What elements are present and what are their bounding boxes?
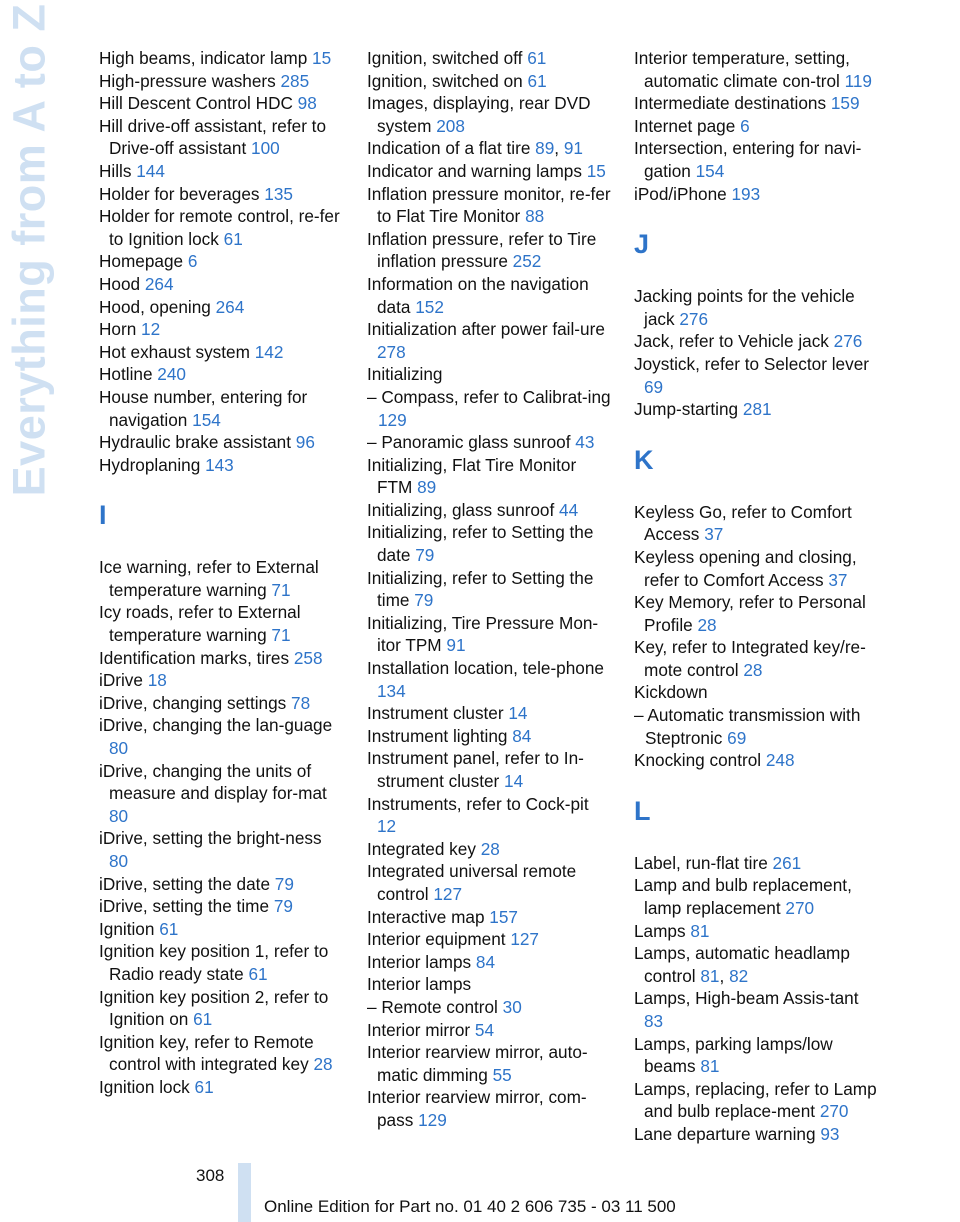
section-letter-heading: K (634, 444, 654, 475)
page-reference-link[interactable]: 159 (830, 93, 860, 114)
page-reference-link[interactable]: 135 (264, 183, 293, 204)
index-entry (99, 250, 344, 273)
entry-term: iPod/iPhone (634, 183, 732, 204)
page-reference-link[interactable]: 154 (192, 409, 221, 430)
index-entry (634, 636, 879, 681)
page-reference-link[interactable]: 71 (271, 579, 291, 600)
section-letter-heading: L (634, 795, 651, 826)
index-entry (99, 918, 344, 941)
index-entry (99, 205, 344, 250)
page-reference-link[interactable]: 152 (415, 296, 444, 317)
page-reference-link[interactable]: 91 (563, 138, 583, 159)
page-reference-link[interactable]: 61 (159, 918, 179, 939)
index-entry (367, 838, 612, 861)
entry-term: iDrive, changing the units of measure and display for-mat (99, 760, 327, 804)
entry-term: Jump-starting (634, 399, 743, 420)
page-reference-link[interactable]: 264 (215, 296, 245, 317)
entry-term: Horn (99, 319, 142, 340)
entry-term: Interior temperature, setting, automatic climate con-trol (634, 48, 850, 91)
page-reference-link[interactable]: 83 (644, 1011, 664, 1031)
page-reference-link[interactable]: 18 (147, 670, 167, 691)
entry-term: Icy roads, refer to External temperature warning (99, 602, 301, 646)
entry-term: Interior lamps (367, 974, 472, 995)
index-entry (634, 398, 879, 421)
page-reference-link[interactable]: 270 (785, 898, 815, 919)
entry-term: – Automatic transmission with Steptronic (634, 705, 861, 748)
entry-term: Keyless opening and closing, refer to Comfort Access (634, 546, 857, 590)
page-reference-link[interactable]: 78 (291, 692, 311, 713)
page-reference-link[interactable]: 89 (535, 138, 555, 159)
footer-edition-text: Online Edition for Part no. 01 40 2 606 735 - 03 11 500 (264, 1197, 676, 1216)
page-reference-link[interactable]: 281 (742, 399, 772, 420)
page-number: 308 (196, 1166, 225, 1185)
index-entry (634, 115, 879, 138)
index-entry: Lamps, automatic headlamp control 81, 82 (634, 943, 850, 986)
entry-term: Installation location, tele-phone (367, 658, 604, 679)
page-reference-link[interactable]: 80 (109, 805, 129, 826)
entry-term: Lamp and bulb replacement, lamp replacement (634, 875, 852, 919)
entry-term: Integrated key (367, 838, 481, 859)
index-entry (99, 760, 344, 828)
entry-term: Ignition, switched on (367, 70, 528, 91)
index-entry (367, 363, 612, 386)
page-reference-link[interactable]: 84 (475, 951, 496, 972)
index-entry (99, 601, 344, 646)
index-entry (99, 318, 344, 341)
page-reference-link[interactable]: 93 (820, 1123, 840, 1144)
index-entry (634, 47, 879, 92)
entry-term: Initializing, refer to Setting the date (367, 522, 594, 566)
index-entry (99, 454, 344, 477)
index-entry (367, 318, 612, 363)
entry-term: Interior rearview mirror, auto-matic dimming (367, 1042, 588, 1085)
index-entry (99, 895, 344, 918)
entry-term: iDrive, changing the lan-guage (99, 715, 333, 736)
index-entry (99, 341, 344, 364)
index-column-1 (99, 47, 344, 1099)
index-entry (367, 793, 612, 838)
page-reference-link[interactable]: 276 (679, 308, 709, 329)
entry-term: Hot exhaust system (99, 341, 255, 362)
index-entry (634, 681, 879, 704)
entry-term: Ice warning, refer to External temperature warning (99, 557, 319, 600)
entry-term: Homepage (99, 251, 188, 272)
page-reference-link[interactable]: 30 (502, 996, 522, 1017)
entry-term: Lane departure warning (634, 1123, 821, 1144)
entry-term: iDrive, setting the time (99, 896, 274, 917)
entry-term: Identification marks, tires (99, 647, 294, 668)
entry-term: Internet page (634, 115, 741, 136)
index-entry (367, 521, 612, 566)
entry-term: Ignition (99, 918, 160, 939)
page-reference-link[interactable]: 37 (704, 524, 724, 545)
index-entry (367, 183, 612, 228)
entry-term: Keyless Go, refer to Comfort Access (634, 501, 852, 545)
page-reference-link[interactable]: 6 (740, 115, 750, 136)
entry-term: Hill Descent Control HDC (99, 93, 298, 114)
entry-term: Indication of a flat tire (367, 138, 536, 159)
entry-term: Lamps, automatic headlamp control (634, 943, 850, 986)
index-entry (367, 906, 612, 929)
index-entry (367, 499, 612, 522)
entry-term: Label, run-flat tire (634, 852, 773, 873)
index-entry (99, 827, 344, 872)
page-reference-link[interactable]: 81 (700, 1056, 720, 1077)
index-entry (634, 137, 879, 182)
index-entry (634, 546, 879, 591)
index-entry (367, 70, 612, 93)
index-entry (634, 92, 879, 115)
footer-accent-bar (238, 1163, 251, 1222)
index-entry (367, 725, 612, 748)
entry-term: Lamps, parking lamps/low beams (634, 1033, 833, 1077)
entry-term: Lamps, High-beam Assis-tant (634, 988, 859, 1009)
entry-term: High beams, indicator lamp (99, 48, 313, 68)
section-letter-heading: I (99, 500, 107, 531)
page-reference-link[interactable]: 61 (248, 963, 268, 984)
page-reference-link[interactable]: 15 (586, 160, 606, 181)
section-letter-heading: J (634, 229, 650, 260)
index-entry (634, 591, 879, 636)
page-reference-link[interactable]: 252 (512, 251, 542, 272)
page-reference-link[interactable]: 69 (644, 376, 664, 397)
page-reference-link[interactable]: 28 (313, 1054, 333, 1075)
index-entry (634, 501, 879, 546)
page-reference-link[interactable]: 80 (109, 738, 129, 759)
index-entry (99, 183, 344, 206)
entry-term: Initializing, Tire Pressure Mon-itor TPM (367, 612, 599, 656)
index-subentry (634, 704, 879, 749)
page-reference-link[interactable]: 144 (136, 160, 165, 181)
entry-term: Interior lamps (367, 951, 476, 972)
entry-term: Information on the navigation data (367, 273, 589, 317)
side-section-title-text: Everything from A to Z (3, 3, 54, 497)
entry-term: House number, entering for navigation (99, 386, 308, 430)
index-entry (367, 747, 612, 792)
page-reference-link[interactable]: 69 (727, 727, 747, 748)
page-reference-link[interactable]: 127 (510, 929, 539, 950)
entry-term: Initialization after power fail-ure (367, 319, 605, 340)
index-entry (367, 702, 612, 725)
index-entry (99, 986, 344, 1031)
page-reference-link[interactable]: 264 (144, 273, 174, 294)
page-reference-link[interactable]: 154 (695, 160, 725, 181)
index-entry (634, 987, 879, 1032)
index-entry (634, 1123, 879, 1146)
index-entry (99, 669, 344, 692)
entry-term: – Compass, refer to Calibrat-ing (367, 386, 611, 407)
index-subentry (367, 996, 612, 1019)
index-entry (99, 1031, 344, 1076)
page-reference-link[interactable]: 37 (828, 569, 848, 590)
entry-term: Ignition, switched off (367, 48, 528, 68)
entry-term: iDrive, setting the date (99, 873, 275, 894)
index-entry (99, 273, 344, 296)
page-reference-link[interactable]: 129 (418, 1109, 447, 1130)
index-entry (367, 228, 612, 273)
index-entry (99, 296, 344, 319)
entry-term: Hood (99, 273, 145, 294)
page-reference-link[interactable]: 79 (273, 896, 293, 917)
entry-term: Holder for remote control, re-fer to Ignition lock (99, 206, 340, 249)
index-entry (367, 657, 612, 702)
entry-term: Jack, refer to Vehicle jack (634, 331, 834, 352)
index-entry (99, 160, 344, 183)
index-entry (99, 431, 344, 454)
index-entry (99, 873, 344, 896)
index-entry (99, 714, 344, 759)
index-entry (367, 1019, 612, 1042)
page-reference-link[interactable]: 12 (377, 816, 397, 837)
page-reference-link[interactable]: 54 (474, 1019, 495, 1040)
page-reference-link[interactable]: 15 (312, 48, 332, 68)
page-reference-link[interactable]: 129 (378, 409, 407, 430)
entry-term: Initializing, refer to Setting the time (367, 567, 594, 611)
page-reference-link[interactable]: 61 (194, 1076, 214, 1097)
entry-term: Lamps (634, 920, 691, 941)
side-section-title (3, 3, 54, 497)
entry-term: Instrument panel, refer to In-strument cluster (367, 748, 584, 791)
page-reference-link[interactable]: 80 (109, 851, 129, 871)
page-reference-link[interactable]: 285 (280, 70, 310, 91)
page-reference-link[interactable]: 79 (415, 545, 435, 566)
entry-term: Images, displaying, rear DVD system (367, 93, 591, 136)
entry-term: Ignition key position 1, refer to Radio ready state (99, 941, 329, 984)
page-reference-link[interactable]: 240 (157, 364, 186, 385)
entry-term: Lamps, replacing, refer to Lamp and bulb replace-ment (634, 1078, 877, 1122)
entry-term: Interactive map (367, 906, 490, 927)
index-entry (367, 454, 612, 499)
page-reference-link[interactable]: 98 (297, 93, 317, 114)
index-entry (634, 353, 879, 398)
entry-term: Joystick, refer to Selector lever (634, 353, 869, 374)
page-reference-link[interactable]: 208 (436, 115, 465, 136)
page-reference-link[interactable]: 276 (833, 331, 863, 352)
page-reference-link[interactable]: 28 (743, 659, 763, 680)
page-reference-link[interactable]: 14 (504, 771, 524, 791)
entry-term: Interior mirror (367, 1019, 475, 1040)
entry-term: Hotline (99, 364, 158, 385)
index-entry (99, 647, 344, 670)
page-reference-link[interactable]: 43 (575, 432, 595, 453)
index-entry (634, 285, 879, 330)
page-reference-link[interactable]: 89 (417, 477, 437, 498)
index-entry (367, 860, 612, 905)
index-entry (99, 363, 344, 386)
page-reference-link[interactable]: 84 (512, 725, 532, 746)
entry-term: Instruments, refer to Cock-pit (367, 793, 589, 814)
page-reference-link[interactable]: 119 (844, 70, 872, 91)
index-entry (367, 951, 612, 974)
page-reference-link[interactable]: 134 (377, 680, 406, 701)
entry-term: Initializing, Flat Tire Monitor FTM (367, 454, 577, 498)
entry-term: Hill drive-off assistant, refer to Drive-off assistant (99, 115, 327, 159)
page-reference-link[interactable]: 261 (772, 852, 802, 873)
entry-term: Ignition lock (99, 1076, 195, 1097)
page-reference-link[interactable]: 61 (193, 1009, 213, 1030)
entry-term: Hills (99, 160, 137, 181)
entry-term: Hydroplaning (99, 454, 206, 475)
entry-term: Instrument lighting (367, 725, 513, 746)
page-reference-link[interactable]: 14 (508, 703, 528, 724)
index-subentry (367, 431, 612, 454)
entry-term: Intermediate destinations (634, 93, 831, 114)
page-reference-link[interactable]: 142 (254, 341, 284, 362)
page-reference-link[interactable]: 127 (433, 883, 463, 904)
entry-term: Key, refer to Integrated key/re-mote control (634, 637, 866, 680)
index-entry (99, 92, 344, 115)
index-entry (99, 1076, 344, 1099)
index-entry (367, 1086, 612, 1131)
index-entry (634, 852, 879, 875)
index-column-2 (367, 47, 612, 1132)
page-reference-link[interactable]: 61 (527, 70, 547, 91)
entry-term: High-pressure washers (99, 70, 281, 91)
entry-term: Interior rearview mirror, com-pass (367, 1087, 587, 1130)
page-reference-link[interactable]: 248 (765, 750, 795, 771)
page-reference-link[interactable]: 157 (489, 906, 518, 927)
index-entry (367, 273, 612, 318)
page-reference-link[interactable]: 88 (525, 206, 545, 227)
index-entry (634, 330, 879, 353)
page-reference-link[interactable]: 81 (700, 965, 720, 986)
index-entry (99, 940, 344, 985)
index-entry (99, 386, 344, 431)
index-entry: Indication of a flat tire 89, 91 (367, 138, 583, 159)
entry-term: iDrive, changing settings (99, 692, 292, 713)
entry-term: Knocking control (634, 750, 766, 771)
entry-term: Initializing, glass sunroof (367, 499, 560, 520)
page-reference-link[interactable]: 258 (293, 647, 323, 668)
page-reference-link[interactable]: 82 (729, 965, 749, 986)
entry-term: Hydraulic brake assistant (99, 432, 296, 453)
page-reference-link[interactable]: 91 (446, 635, 466, 656)
entry-term: iDrive, setting the bright-ness (99, 828, 322, 849)
page-reference-link[interactable]: 270 (819, 1101, 849, 1122)
page-reference-link[interactable]: 100 (251, 138, 280, 159)
index-subentry (367, 386, 612, 431)
page-reference-link[interactable]: 193 (731, 183, 761, 204)
index-entry (634, 749, 879, 772)
page-reference-link[interactable]: 61 (527, 48, 547, 68)
page-reference-link[interactable]: 79 (414, 590, 434, 611)
index-entry (634, 1033, 879, 1078)
index-column-3 (634, 47, 879, 1146)
page-reference-link[interactable]: 61 (223, 228, 243, 249)
index-entry (367, 1041, 612, 1086)
entry-term: Intersection, entering for navi-gation (634, 138, 862, 181)
index-entry (634, 920, 879, 943)
page-reference-link[interactable]: 96 (295, 432, 315, 453)
entry-term: – Panoramic glass sunroof (367, 432, 576, 453)
page-reference-link[interactable]: 44 (559, 499, 579, 520)
entry-term: Key Memory, refer to Personal Profile (634, 592, 866, 635)
entry-term: Ignition key, refer to Remote control with integrated key (99, 1031, 314, 1075)
entry-term: Holder for beverages (99, 183, 265, 204)
index-entry (634, 1078, 879, 1123)
page-reference-link[interactable]: 143 (205, 454, 234, 475)
index-entry (99, 70, 344, 93)
entry-term: Hood, opening (99, 296, 216, 317)
index-entry (367, 612, 612, 657)
entry-term: Ignition key position 2, refer to Ignition on (99, 986, 329, 1030)
index-entry (367, 928, 612, 951)
index-entry (367, 567, 612, 612)
page-reference-link[interactable]: 28 (480, 838, 500, 859)
index-entry (634, 183, 879, 206)
index-entry (99, 692, 344, 715)
entry-term: Interior equipment (367, 929, 511, 950)
page-reference-link[interactable]: 278 (377, 341, 406, 362)
page-reference-link[interactable]: 28 (697, 614, 717, 635)
index-entry (367, 973, 612, 996)
entry-term: Initializing (367, 364, 443, 385)
index-entry (367, 160, 612, 183)
entry-term: iDrive (99, 670, 148, 691)
index-entry (99, 556, 344, 601)
page-reference-link[interactable]: 79 (274, 873, 294, 894)
index-entry (99, 115, 344, 160)
entry-term: Instrument cluster (367, 703, 509, 724)
page-reference-link[interactable]: 6 (187, 251, 198, 272)
page-reference-link[interactable]: 81 (690, 920, 710, 941)
entry-term: Kickdown (634, 682, 708, 703)
entry-term: Jacking points for the vehicle jack (634, 286, 855, 329)
index-entry (634, 874, 879, 919)
entry-term: – Remote control (367, 996, 503, 1017)
entry-term: Inflation pressure, refer to Tire inflation pressure (367, 228, 597, 272)
entry-term: Integrated universal remote control (367, 861, 577, 904)
page-reference-link[interactable]: 71 (271, 625, 291, 646)
index-entry (99, 47, 344, 70)
page-reference-link[interactable]: 55 (492, 1064, 512, 1085)
page-reference-link[interactable]: 12 (141, 319, 161, 340)
index-entry (367, 92, 612, 137)
entry-term: Inflation pressure monitor, re-fer to Flat Tire Monitor (367, 183, 611, 227)
index-entry (367, 47, 612, 70)
entry-term: Indicator and warning lamps (367, 160, 587, 181)
